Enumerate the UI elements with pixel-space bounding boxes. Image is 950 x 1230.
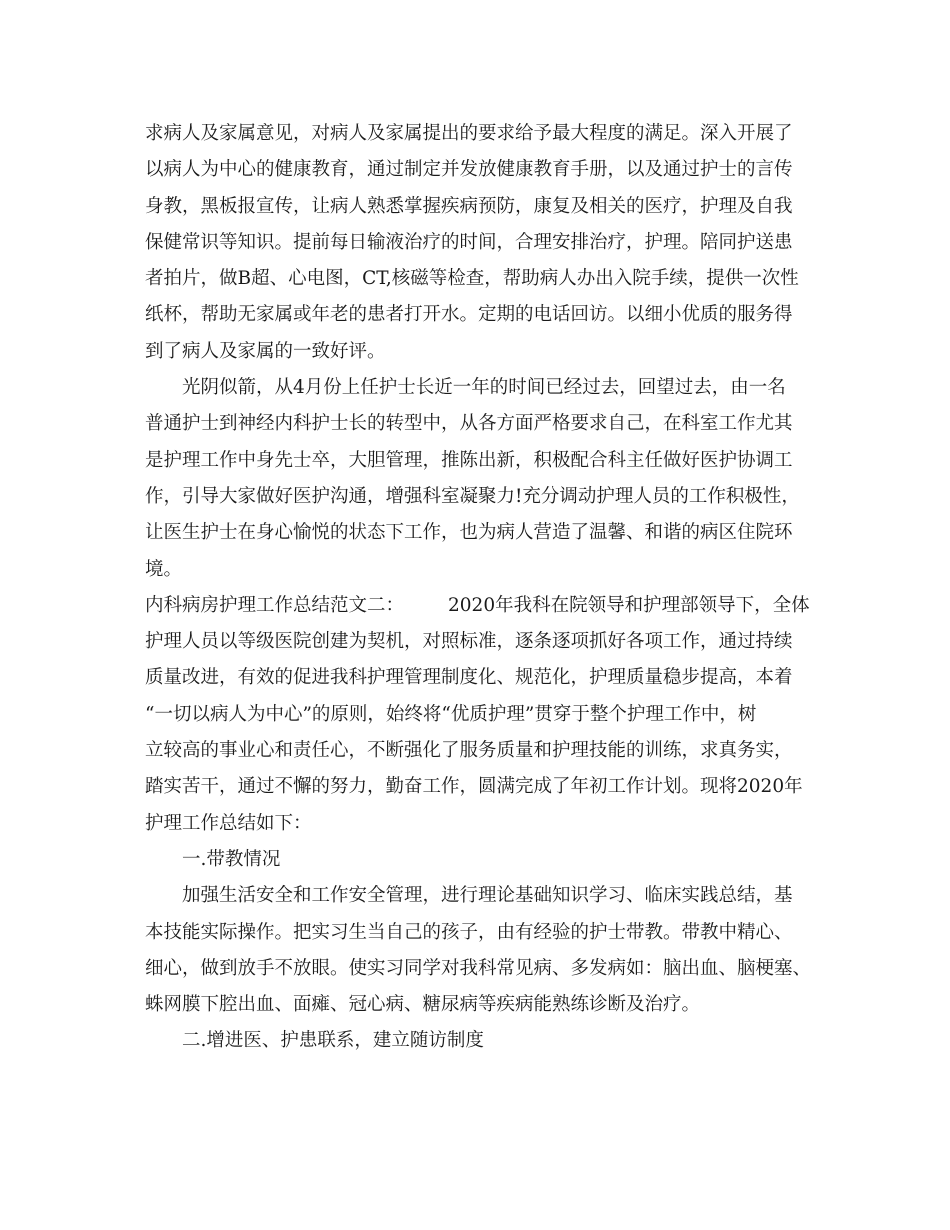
- section-heading-line: [145, 588, 810, 624]
- text-line: 踏实苦干，通过不懈的努力，勤奋工作，圆满完成了年初工作计划。现将2020年: [145, 776, 803, 798]
- text-line: 细心，做到放手不放眼。使实习同学对我科常见病、多发病如：脑出血、脑梗塞、: [145, 957, 812, 979]
- paragraph-start-line: 光阴似箭，从4月份上任护士长近一年的时间已经过去，回望过去，由一名: [182, 377, 786, 399]
- text-line: 质量改进，有效的促进我科护理管理制度化、规范化，护理质量稳步提高，本着: [145, 667, 793, 689]
- text-line: 者拍片，做B超、心电图，CT,核磁等检查，帮助病人办出入院手续，提供一次性: [145, 268, 799, 290]
- text-line: 立较高的事业心和责任心，不断强化了服务质量和护理技能的训练，求真务实，: [145, 740, 793, 762]
- text-line: 保健常识等知识。提前每日输液治疗的时间，合理安排治疗，护理。陪同护送患: [145, 231, 793, 253]
- text-line: 普通护士到神经内科护士长的转型中，从各方面严格要求自己，在科室工作尤其: [145, 413, 793, 435]
- text-line: 让医生护士在身心愉悦的状态下工作，也为病人营造了温馨、和谐的病区住院环: [145, 522, 793, 544]
- text-line: 本技能实际操作。把实习生当自己的孩子，由有经验的护士带教。带教中精心、: [145, 921, 793, 943]
- subsection-heading: 一.带教情况: [182, 848, 281, 870]
- text-line: 作，引导大家做好医护沟通，增强科室凝聚力!充分调动护理人员的工作积极性，: [145, 485, 800, 507]
- text-line: 以病人为中心的健康教育，通过制定并发放健康教育手册，以及通过护士的言传: [145, 159, 793, 181]
- text-line: 纸杯，帮助无家属或年老的患者打开水。定期的电话回访。以细小优质的服务得: [145, 304, 793, 326]
- text-line: 境。: [145, 558, 183, 580]
- text-line: “一切以病人为中心”的原则，始终将“优质护理”贯穿于整个护理工作中，树: [145, 703, 757, 725]
- paragraph-start-line: 加强生活安全和工作安全管理，进行理论基础知识学习、临床实践总结，基: [182, 885, 793, 907]
- subsection-heading: 二.增进医、护患联系，建立随访制度: [182, 1030, 484, 1052]
- section-heading: 内科病房护理工作总结范文二：: [145, 594, 405, 616]
- text-line: 护理工作总结如下：: [145, 812, 312, 834]
- text-line: 是护理工作中身先士卒，大胆管理，推陈出新，积极配合科主任做好医护协调工: [145, 449, 793, 471]
- document-body: [145, 116, 810, 1060]
- section-intro-text: 2020年我科在院领导和护理部领导下，全体: [448, 594, 810, 616]
- text-line: 求病人及家属意见，对病人及家属提出的要求给予最大程度的满足。深入开展了: [145, 123, 793, 144]
- text-line: 到了病人及家属的一致好评。: [145, 340, 386, 362]
- text-line: 蛛网膜下腔出血、面瘫、冠心病、糖尿病等疾病能熟练诊断及治疗。: [145, 994, 701, 1016]
- text-line: 身教，黑板报宣传，让病人熟悉掌握疾病预防，康复及相关的医疗，护理及自我: [145, 195, 793, 217]
- text-line: 护理人员以等级医院创建为契机，对照标准，逐条逐项抓好各项工作，通过持续: [145, 631, 793, 653]
